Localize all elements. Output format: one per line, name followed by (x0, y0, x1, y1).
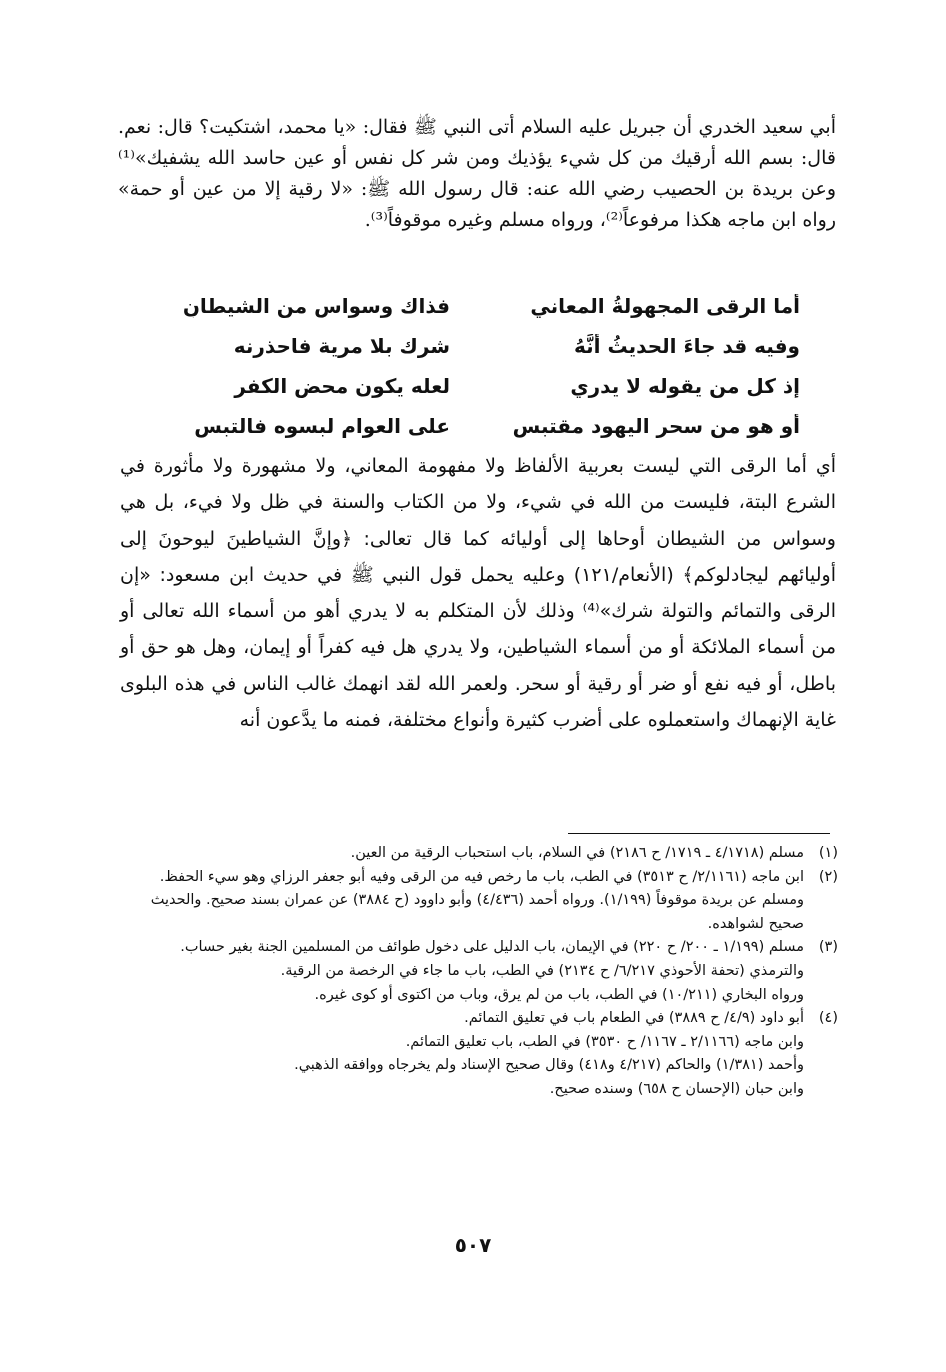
footnote-line: وأحمد (١/٣٨١) والحاكم (٤/٢١٧ و٤١٨) وقال صحيح الإسناد ولم يخرجاه ووافقه الذهبي. (294, 1057, 804, 1074)
commentary-paragraph (120, 448, 836, 738)
footnote-line: مسلم (١/١٩٩ ـ ٢٠٠/ ح ٢٢٠) في الإيمان، باب الدليل على دخول طوائف من المسلمين الجنة بغير حساب. (180, 939, 804, 956)
verse-second-hemistich: لعله يكون محض الكفر (234, 374, 450, 398)
footnote-divider (568, 833, 830, 834)
intro-text: أبي سعيد الخدري أن جبريل عليه السلام أتى النبي ﷺ فقال: «يا محمد، اشتكيت؟ قال: نعم. قال: بسم الله أرقيك من كل شيء يؤذيك ومن شر كل نفس أو عين حاسد الله يشفيك»⁽¹⁾ وعن بريدة بن الحصيب رضي الله عنه: قال رسول الله ﷺ: «لا رقية إلا من عين أو حمة» رواه ابن ماجه هكذا مرفوعاً⁽²⁾، ورواه مسلم وغيره موقوفاً⁽³⁾. (118, 116, 836, 231)
footnote-line: أبو داود (٤/٩/ ح ٣٨٨٩) في الطعام باب في تعليق التمائم. (464, 1010, 804, 1027)
footnote-line: وابن ماجه (٢/١١٦٦ ـ ١١٦٧/ ح ٣٥٣٠) في الطب، باب تعليق التمائم. (405, 1033, 804, 1050)
footnote (118, 936, 838, 1007)
intro-paragraph (118, 112, 836, 236)
verse-first-hemistich: أو هو من سحر اليهود مقتبس (512, 414, 800, 438)
footnote (118, 842, 838, 866)
verse-second-hemistich: على العوام لبسوه فالتبس (194, 414, 450, 438)
poem-verse (150, 326, 800, 366)
poem-verse (150, 286, 800, 326)
footnote (118, 1007, 838, 1101)
commentary-text: أي أما الرقى التي ليست بعربية الألفاظ ولا مفهومة المعاني، ولا مشهورة ولا مأثورة في الشرع البتة، فليست من الله في شيء، ولا من الكتاب والسنة في ظل ولا فيء، بل هي وسواس من الشيطان أوحاها إلى أوليائه كما قال تعالى: ﴿وإنَّ الشياطينَ ليوحونَ إلى أوليائهم ليجادلوكم﴾ (الأنعام/١٢١) وعليه يحمل قول النبي ﷺ في حديث ابن مسعود: «إن الرقى والتمائم والتولة شرك»⁽⁴⁾ وذلك لأن المتكلم به لا يدري أهو من أسماء الله تعالى أو من أسماء الملائكة أو من أسماء الشياطين، ولا يدري هل فيه كفراً أو إيمان، وهل هو حق أو باطل، أو فيه نفع أو ضر أو رقية أو سحر. ولعمر الله لقد انهمك غالب الناس في هذه البلوى غاية الإنهماك واستعملوه على أضرب كثيرة وأنواع مختلفة، فمنه ما يدَّعون أنه (120, 455, 837, 732)
verse-first-hemistich: إذ كل من يقوله لا يدري (570, 374, 800, 398)
poem-verse (150, 406, 800, 446)
page-number: ٥٠٧ (454, 1233, 492, 1257)
verse-second-hemistich: فذاك وسواس من الشيطانِ (182, 294, 450, 318)
verse-first-hemistich: أما الرقى المجهولةُ المعاني (530, 294, 800, 318)
footnote (118, 866, 838, 937)
footnotes (118, 842, 838, 1102)
poem-verse (150, 366, 800, 406)
footnote-number: (٢) (818, 868, 838, 885)
footnote-line: ابن ماجه (٢/١١٦١/ ح ٣٥١٣) في الطب، باب ما رخص فيه من الرقى وفيه أبو جعفر الرزاي وهو سيء الحفظ. ومسلم عن بريدة موقوفاً (١/١٩٩). ورواه أحمد (٤/٤٣٦) وأبو داوود (ح ٣٨٨٤) عن عمران بسند صحيح. والحديث صحيح لشواهده. (150, 868, 804, 932)
verse-second-hemistich: شرك بلا مرية فاحذرنه (233, 334, 450, 358)
footnote-number: (١) (818, 845, 838, 861)
footnote-line: ورواه البخاري (١٠/٢١١) في الطب، باب من لم يرق، وباب من اكتوى أو كوى غيره. (314, 986, 804, 1003)
footnote-line: مسلم (٤/١٧١٨ ـ ١٧١٩/ ح ٢١٨٦) في السلام، باب استحباب الرقية من العين. (350, 845, 804, 861)
footnote-line: والترمذي (تحفة الأحوذي ٦/٢١٧/ ح ٢١٣٤) في الطب، باب ما جاء في الرخصة من الرقية. (280, 962, 804, 979)
footnote-number: (٤) (818, 1010, 838, 1027)
poem (150, 286, 800, 446)
verse-first-hemistich: وفيه قد جاءَ الحديثُ أنَّهُ (574, 334, 800, 358)
footnote-line: وابن حبان (الإحسان ح ٦٥٨) وسنده صحيح. (549, 1080, 804, 1097)
footnote-number: (٣) (818, 939, 838, 956)
